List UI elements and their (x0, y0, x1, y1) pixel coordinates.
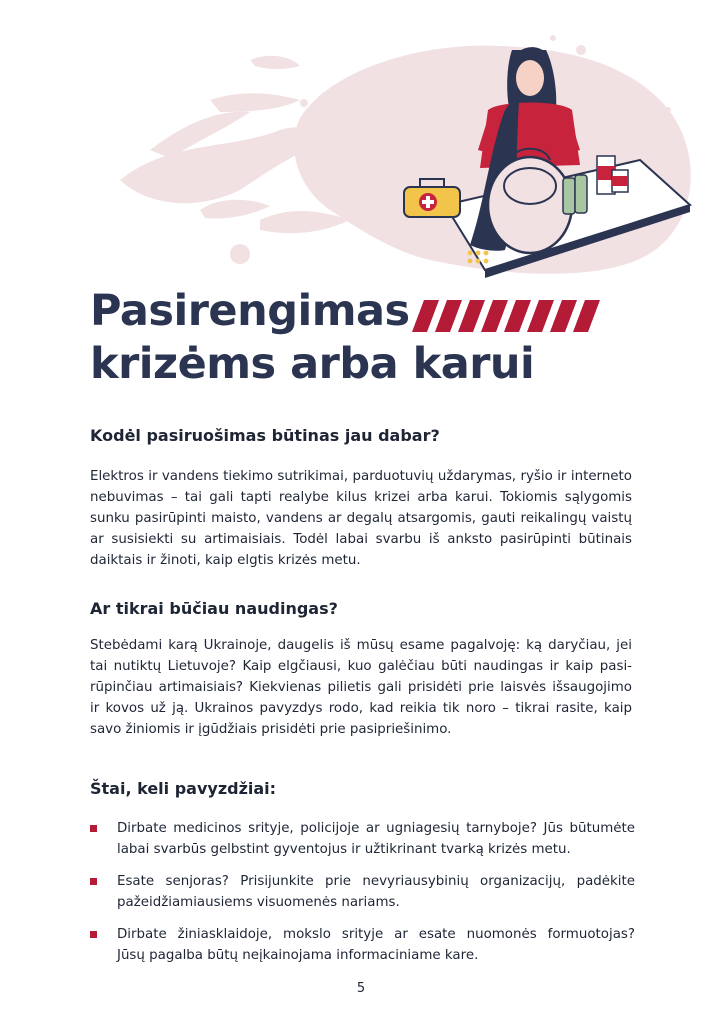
text-line: Elektros ir vandens tiekimo sutrikimai, parduotuvių uždarymas, ryšio ir interneto (90, 469, 632, 484)
text-line: daiktais ir žinoti, kaip elgtis krizės metu. (90, 553, 361, 568)
text-line: Dirbate žiniasklaidoje, mokslo srityje ar esate nuomonės formuotojas? (117, 927, 635, 942)
text-line: labai svarbūs gelbstint gyventojus ir užtikrinant tvarką krizės metu. (117, 842, 571, 857)
text-line: pažeidžiamiausiems visuomenės nariams. (117, 895, 400, 910)
text-line: ir kovos už ją. Ukrainos pavyzdys rodo, kad reikia tik noro – tikrai rasite, kaip (90, 701, 632, 716)
bullet-square-icon (90, 931, 97, 938)
text-line: tai nutiktų Lietuvoje? Kaip elgčiausi, kuo galėčiau būti naudingas ir kaip pasi- (90, 659, 632, 674)
section-heading-would-i-be-useful: Ar tikrai būčiau naudingas? (90, 599, 338, 618)
text-line: Jūsų pagalba būtų neįkainojama informaciniame kare. (117, 948, 479, 963)
section-heading-examples: Štai, keli pavyzdžiai: (90, 779, 277, 798)
text-line: Dirbate medicinos srityje, policijoje ar ugniagesių tarnyboje? Jūs būtumėte (117, 821, 635, 836)
text-line: Esate senjoras? Prisijunkite prie nevyriausybinių organizacijų, padėkite (117, 874, 635, 889)
text-line: rūpinčiau artimaisiais? Kiekvienas pilietis gali prisidėti prie laisvės išsaugojimo (90, 680, 632, 695)
paragraph-why-prepare (90, 466, 632, 571)
paragraph-would-i-be-useful (90, 635, 632, 740)
bullet-square-icon (90, 878, 97, 885)
bullet-square-icon (90, 825, 97, 832)
text-line: nebuvimas – tai gali tapti realybe kilus krizei arba karui. Tokiomis sąlygomis (90, 490, 632, 505)
red-diagonal-stripes (412, 300, 608, 332)
examples-list (90, 818, 635, 977)
list-item (90, 924, 635, 966)
header-illustration (0, 0, 722, 290)
page-number: 5 (356, 981, 366, 996)
title-line-2: krizėms arba karui (90, 339, 535, 389)
text-line: savo žiniomis ir įgūdžiais prisidėti prie pasipriešinimo. (90, 722, 452, 737)
text-line: ar susisiekti su artimaisiais. Todėl labai svarbu iš anksto pasirūpinti būtinais (90, 532, 632, 547)
title-line-1: Pasirengimas (90, 286, 410, 336)
section-heading-why-prepare: Kodėl pasiruošimas būtinas jau dabar? (90, 426, 440, 445)
list-item (90, 871, 635, 913)
text-line: Stebėdami karą Ukrainoje, daugelis iš mūsų esame pagalvoję: ką daryčiau, jei (90, 638, 632, 653)
text-line: sunku pasirūpinti maisto, vandens ar degalų atsargomis, gauti reikalingų vaistų (90, 511, 632, 526)
list-item (90, 818, 635, 860)
